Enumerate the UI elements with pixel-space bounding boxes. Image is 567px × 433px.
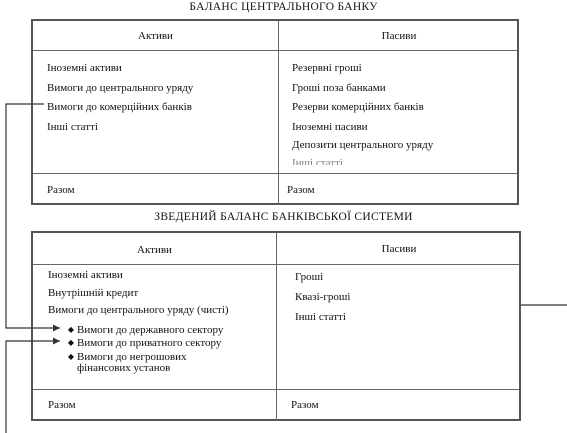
sub-item-nonmonetary: ◆ Вимоги до негрошових <box>65 350 187 364</box>
diamond-bullet-icon: ◆ <box>67 352 75 361</box>
liability-item: Квазі-гроші <box>295 291 351 303</box>
connector-private-sector <box>6 341 60 433</box>
sub-item-private-sector: ◆ Вимоги до приватного сектору <box>65 336 221 350</box>
liability-item: Іноземні пасиви <box>292 121 368 133</box>
liability-item-clipped: Інші статті <box>292 157 343 165</box>
liability-item: Інші статті <box>295 311 346 323</box>
banking-system-balance-title: ЗВЕДЕНИЙ БАЛАНС БАНКІВСЬКОЇ СИСТЕМИ <box>154 211 413 223</box>
liability-item: Гроші поза банками <box>292 82 386 94</box>
asset-item: Вимоги до комерційних банків <box>47 101 192 113</box>
asset-item: Інші статті <box>47 121 98 133</box>
asset-item: Внутрішній кредит <box>48 287 139 299</box>
liability-item: Депозити центрального уряду <box>292 139 434 151</box>
connector-commercial-banks-to-state-sector <box>6 104 60 328</box>
asset-item: Іноземні активи <box>48 269 123 281</box>
sub-item-state-sector: ◆ Вимоги до державного сектору <box>65 323 223 337</box>
asset-item: Іноземні активи <box>47 62 122 74</box>
assets-header: Активи <box>138 30 173 42</box>
sub-item-nonmonetary-cont: фінансових установ <box>77 362 171 374</box>
total-label-left: Разом <box>47 184 75 196</box>
diamond-bullet-icon: ◆ <box>67 338 75 347</box>
total-label-right: Разом <box>287 184 315 196</box>
assets-header: Активи <box>137 244 172 256</box>
diamond-bullet-icon: ◆ <box>67 325 75 334</box>
total-label-right: Разом <box>291 399 319 411</box>
connector-liabilities-bracket <box>521 305 567 433</box>
asset-item: Вимоги до центрального уряду <box>47 82 194 94</box>
liabilities-header: Пасиви <box>381 30 417 42</box>
central-bank-balance-title: БАЛАНС ЦЕНТРАЛЬНОГО БАНКУ <box>189 1 378 13</box>
liability-item: Резерви комерційних банків <box>292 101 424 113</box>
liability-item: Гроші <box>295 271 324 283</box>
liability-item: Резервні гроші <box>292 62 362 74</box>
total-label-left: Разом <box>48 399 76 411</box>
liabilities-header: Пасиви <box>381 243 417 255</box>
asset-item: Вимоги до центрального уряду (чисті) <box>48 304 229 316</box>
